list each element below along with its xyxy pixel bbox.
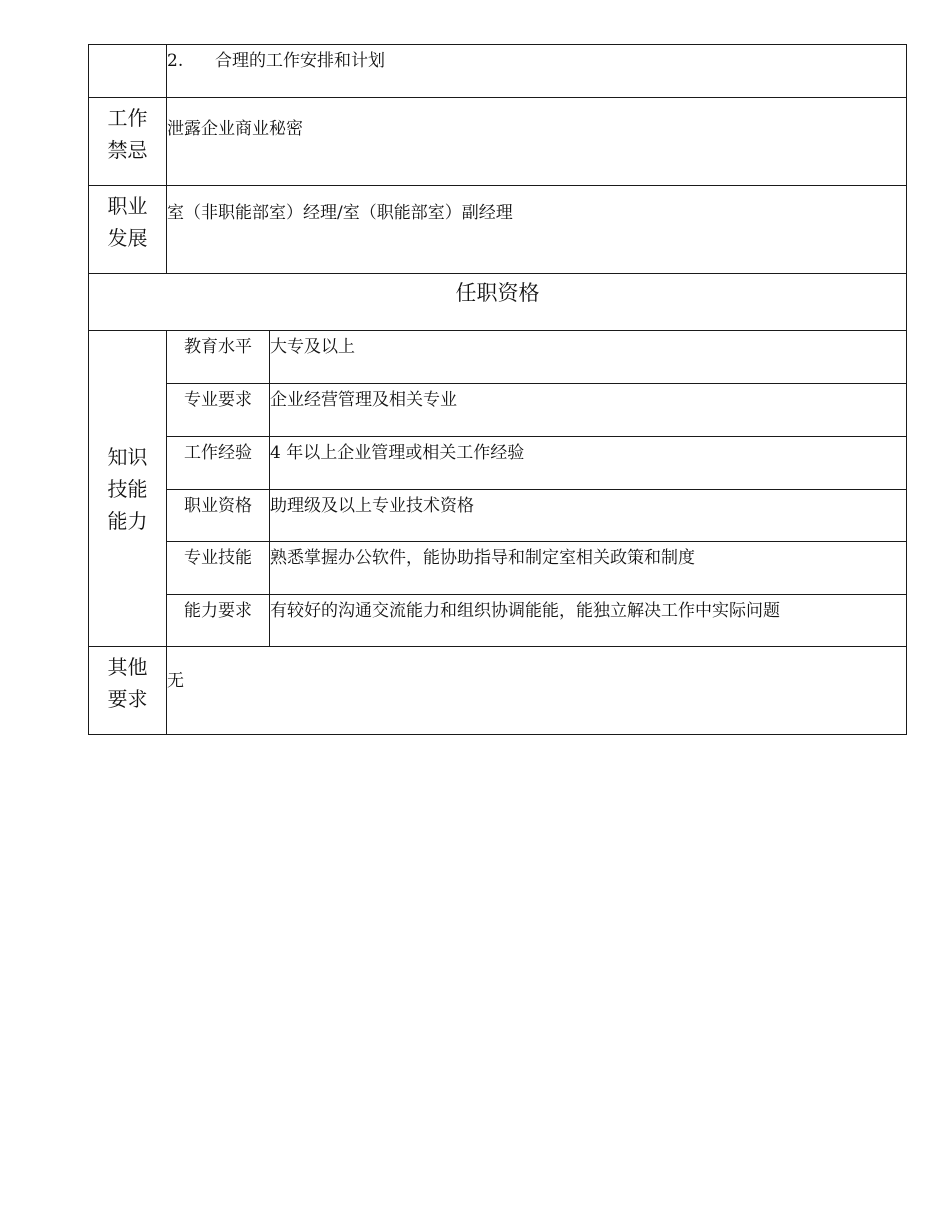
qualification-row <box>89 331 907 384</box>
duties-value-cell <box>167 45 907 98</box>
taboos-row <box>89 98 907 186</box>
group-label-line1: 知识 <box>107 444 148 469</box>
qualifications-title-row <box>89 274 907 331</box>
knowledge-skills-label <box>89 331 167 647</box>
certification-value: 助理级及以上专业技术资格 <box>270 490 907 542</box>
certification-label: 职业资格 <box>167 490 270 542</box>
group-label-line2: 技能 <box>107 476 148 501</box>
education-label: 教育水平 <box>167 331 270 384</box>
qualification-row <box>89 542 907 595</box>
other-label-line2: 要求 <box>107 687 148 711</box>
qualification-row <box>89 595 907 647</box>
duty-item-number: 2. <box>167 51 184 71</box>
duties-label-cell <box>89 45 167 98</box>
duty-item-text: 合理的工作安排和计划 <box>215 51 385 71</box>
skills-label: 专业技能 <box>167 542 270 595</box>
duties-row <box>89 45 907 98</box>
career-row <box>89 186 907 274</box>
experience-label: 工作经验 <box>167 437 270 490</box>
other-label <box>89 647 167 735</box>
career-label <box>89 186 167 274</box>
experience-value: 4 年以上企业管理或相关工作经验 <box>270 437 907 490</box>
other-row <box>89 647 907 735</box>
qualifications-title: 任职资格 <box>89 274 907 331</box>
taboos-label-line1: 工作 <box>107 106 148 130</box>
ability-value: 有较好的沟通交流能力和组织协调能能，能独立解决工作中实际问题 <box>270 595 907 647</box>
major-value: 企业经营管理及相关专业 <box>270 384 907 437</box>
ability-label: 能力要求 <box>167 595 270 647</box>
major-label: 专业要求 <box>167 384 270 437</box>
other-label-line1: 其他 <box>107 655 148 679</box>
taboos-label <box>89 98 167 186</box>
taboos-label-line2: 禁忌 <box>107 138 148 162</box>
job-description-table <box>88 44 907 735</box>
taboos-value: 泄露企业商业秘密 <box>167 98 907 186</box>
career-label-line2: 发展 <box>107 226 148 250</box>
other-value: 无 <box>167 647 907 735</box>
career-label-line1: 职业 <box>107 194 148 218</box>
qualification-row <box>89 384 907 437</box>
qualification-row <box>89 490 907 542</box>
group-label-line3: 能力 <box>107 508 148 533</box>
qualification-row <box>89 437 907 490</box>
skills-value: 熟悉掌握办公软件，能协助指导和制定室相关政策和制度 <box>270 542 907 595</box>
education-value: 大专及以上 <box>270 331 907 384</box>
career-value: 室（非职能部室）经理/室（职能部室）副经理 <box>167 186 907 274</box>
